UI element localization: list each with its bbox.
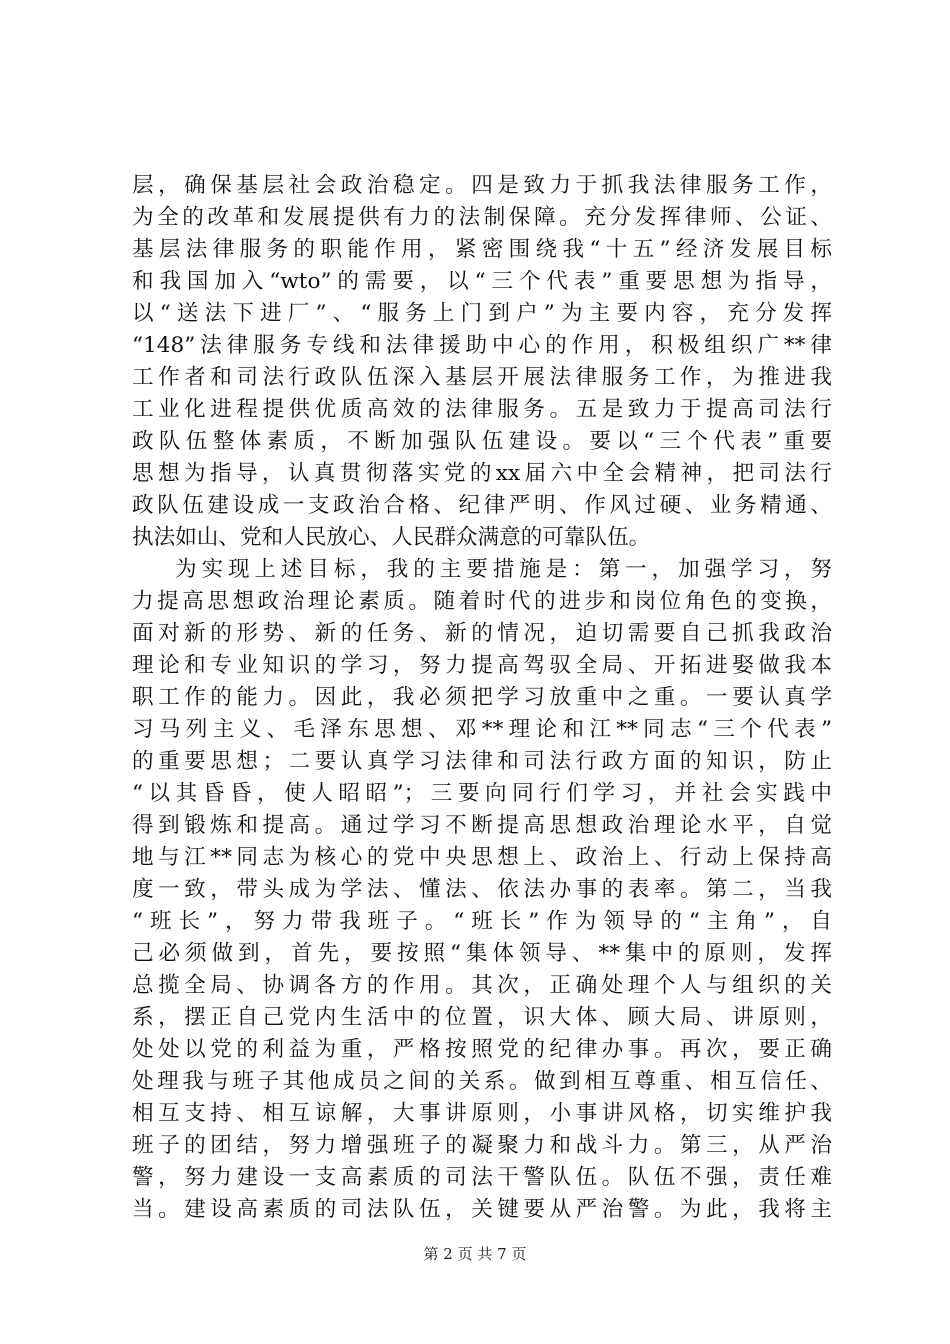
text-line: 理论和专业知识的学习，努力提高驾驭全局、开拓进娶做我本: [132, 653, 832, 678]
text-line: 工作者和司法行政队伍深入基层开展法律服务工作，为推进我: [132, 365, 832, 390]
text-line: 政队伍整体素质，不断加强队伍建设。要以“三个代表”重要: [132, 429, 832, 454]
text-line: 和我国加入“wto”的需要，以“三个代表”重要思想为指导，: [132, 269, 832, 294]
text-line: 职工作的能力。因此，我必须把学习放重中之重。一要认真学: [132, 685, 832, 710]
text-line: 处处以党的利益为重，严格按照党的纪律办事。再次，要正确: [132, 1037, 832, 1062]
text-line: 度一致，带头成为学法、懂法、依法办事的表率。第二，当我: [132, 877, 832, 902]
text-line: 警，努力建设一支高素质的司法干警队伍。队伍不强，责任难: [132, 1165, 832, 1190]
text-line: 政队伍建设成一支政治合格、纪律严明、作风过硬、业务精通、: [132, 493, 832, 518]
text-line: “班长”，努力带我班子。“班长”作为领导的“主角”，自: [132, 909, 832, 934]
text-line: 处理我与班子其他成员之间的关系。做到相互尊重、相互信任、: [132, 1069, 832, 1094]
text-line: 系，摆正自己党内生活中的位置，识大体、顾大局、讲原则，: [132, 1005, 832, 1030]
text-line: 己必须做到，首先，要按照“集体领导、**集中的原则，发挥: [132, 941, 832, 966]
text-line: 层，确保基层社会政治稳定。四是致力于抓我法律服务工作，: [132, 173, 832, 198]
text-line: “以其昏昏，使人昭昭”；三要向同行们学习，并社会实践中: [132, 781, 832, 806]
text-line: 的重要思想；二要认真学习法律和司法行政方面的知识，防止: [132, 749, 832, 774]
text-line: “148”法律服务专线和法律援助中心的作用，积极组织广**律: [132, 333, 832, 358]
text-line: 班子的团结，努力增强班子的凝聚力和战斗力。第三，从严治: [132, 1133, 832, 1158]
text-line: 习马列主义、毛泽东思想、邓**理论和江**同志“三个代表”: [132, 717, 832, 742]
text-line: 思想为指导，认真贯彻落实党的xx届六中全会精神，把司法行: [132, 461, 832, 486]
text-line: 基层法律服务的职能作用，紧密围绕我“十五”经济发展目标: [132, 237, 832, 262]
text-line: 得到锻炼和提高。通过学习不断提高思想政治理论水平，自觉: [132, 813, 832, 838]
document-body: [132, 170, 832, 1226]
text-line: 地与江**同志为核心的党中央思想上、政治上、行动上保持高: [132, 845, 832, 870]
text-line: 相互支持、相互谅解，大事讲原则，小事讲风格，切实维护我: [132, 1101, 832, 1126]
text-line: 为全的改革和发展提供有力的法制保障。充分发挥律师、公证、: [132, 205, 832, 230]
text-line: 工业化进程提供优质高效的法律服务。五是致力于提高司法行: [132, 397, 832, 422]
text-line: 力提高思想政治理论素质。随着时代的进步和岗位角色的变换，: [132, 589, 832, 614]
text-line: 总揽全局、协调各方的作用。其次，正确处理个人与组织的关: [132, 973, 832, 998]
text-line: 当。建设高素质的司法队伍，关键要从严治警。为此，我将主: [132, 1197, 832, 1222]
text-line: 执法如山、党和人民放心、人民群众满意的可靠队伍。: [132, 525, 651, 550]
page-number-footer: 第 2 页 共 7 页: [423, 1245, 527, 1263]
text-line: 为实现上述目标，我的主要措施是：第一，加强学习，努: [175, 557, 832, 582]
text-line: 以“送法下进厂”、“服务上门到户”为主要内容，充分发挥: [132, 301, 832, 326]
text-line: 面对新的形势、新的任务、新的情况，迫切需要自己抓我政治: [132, 621, 832, 646]
